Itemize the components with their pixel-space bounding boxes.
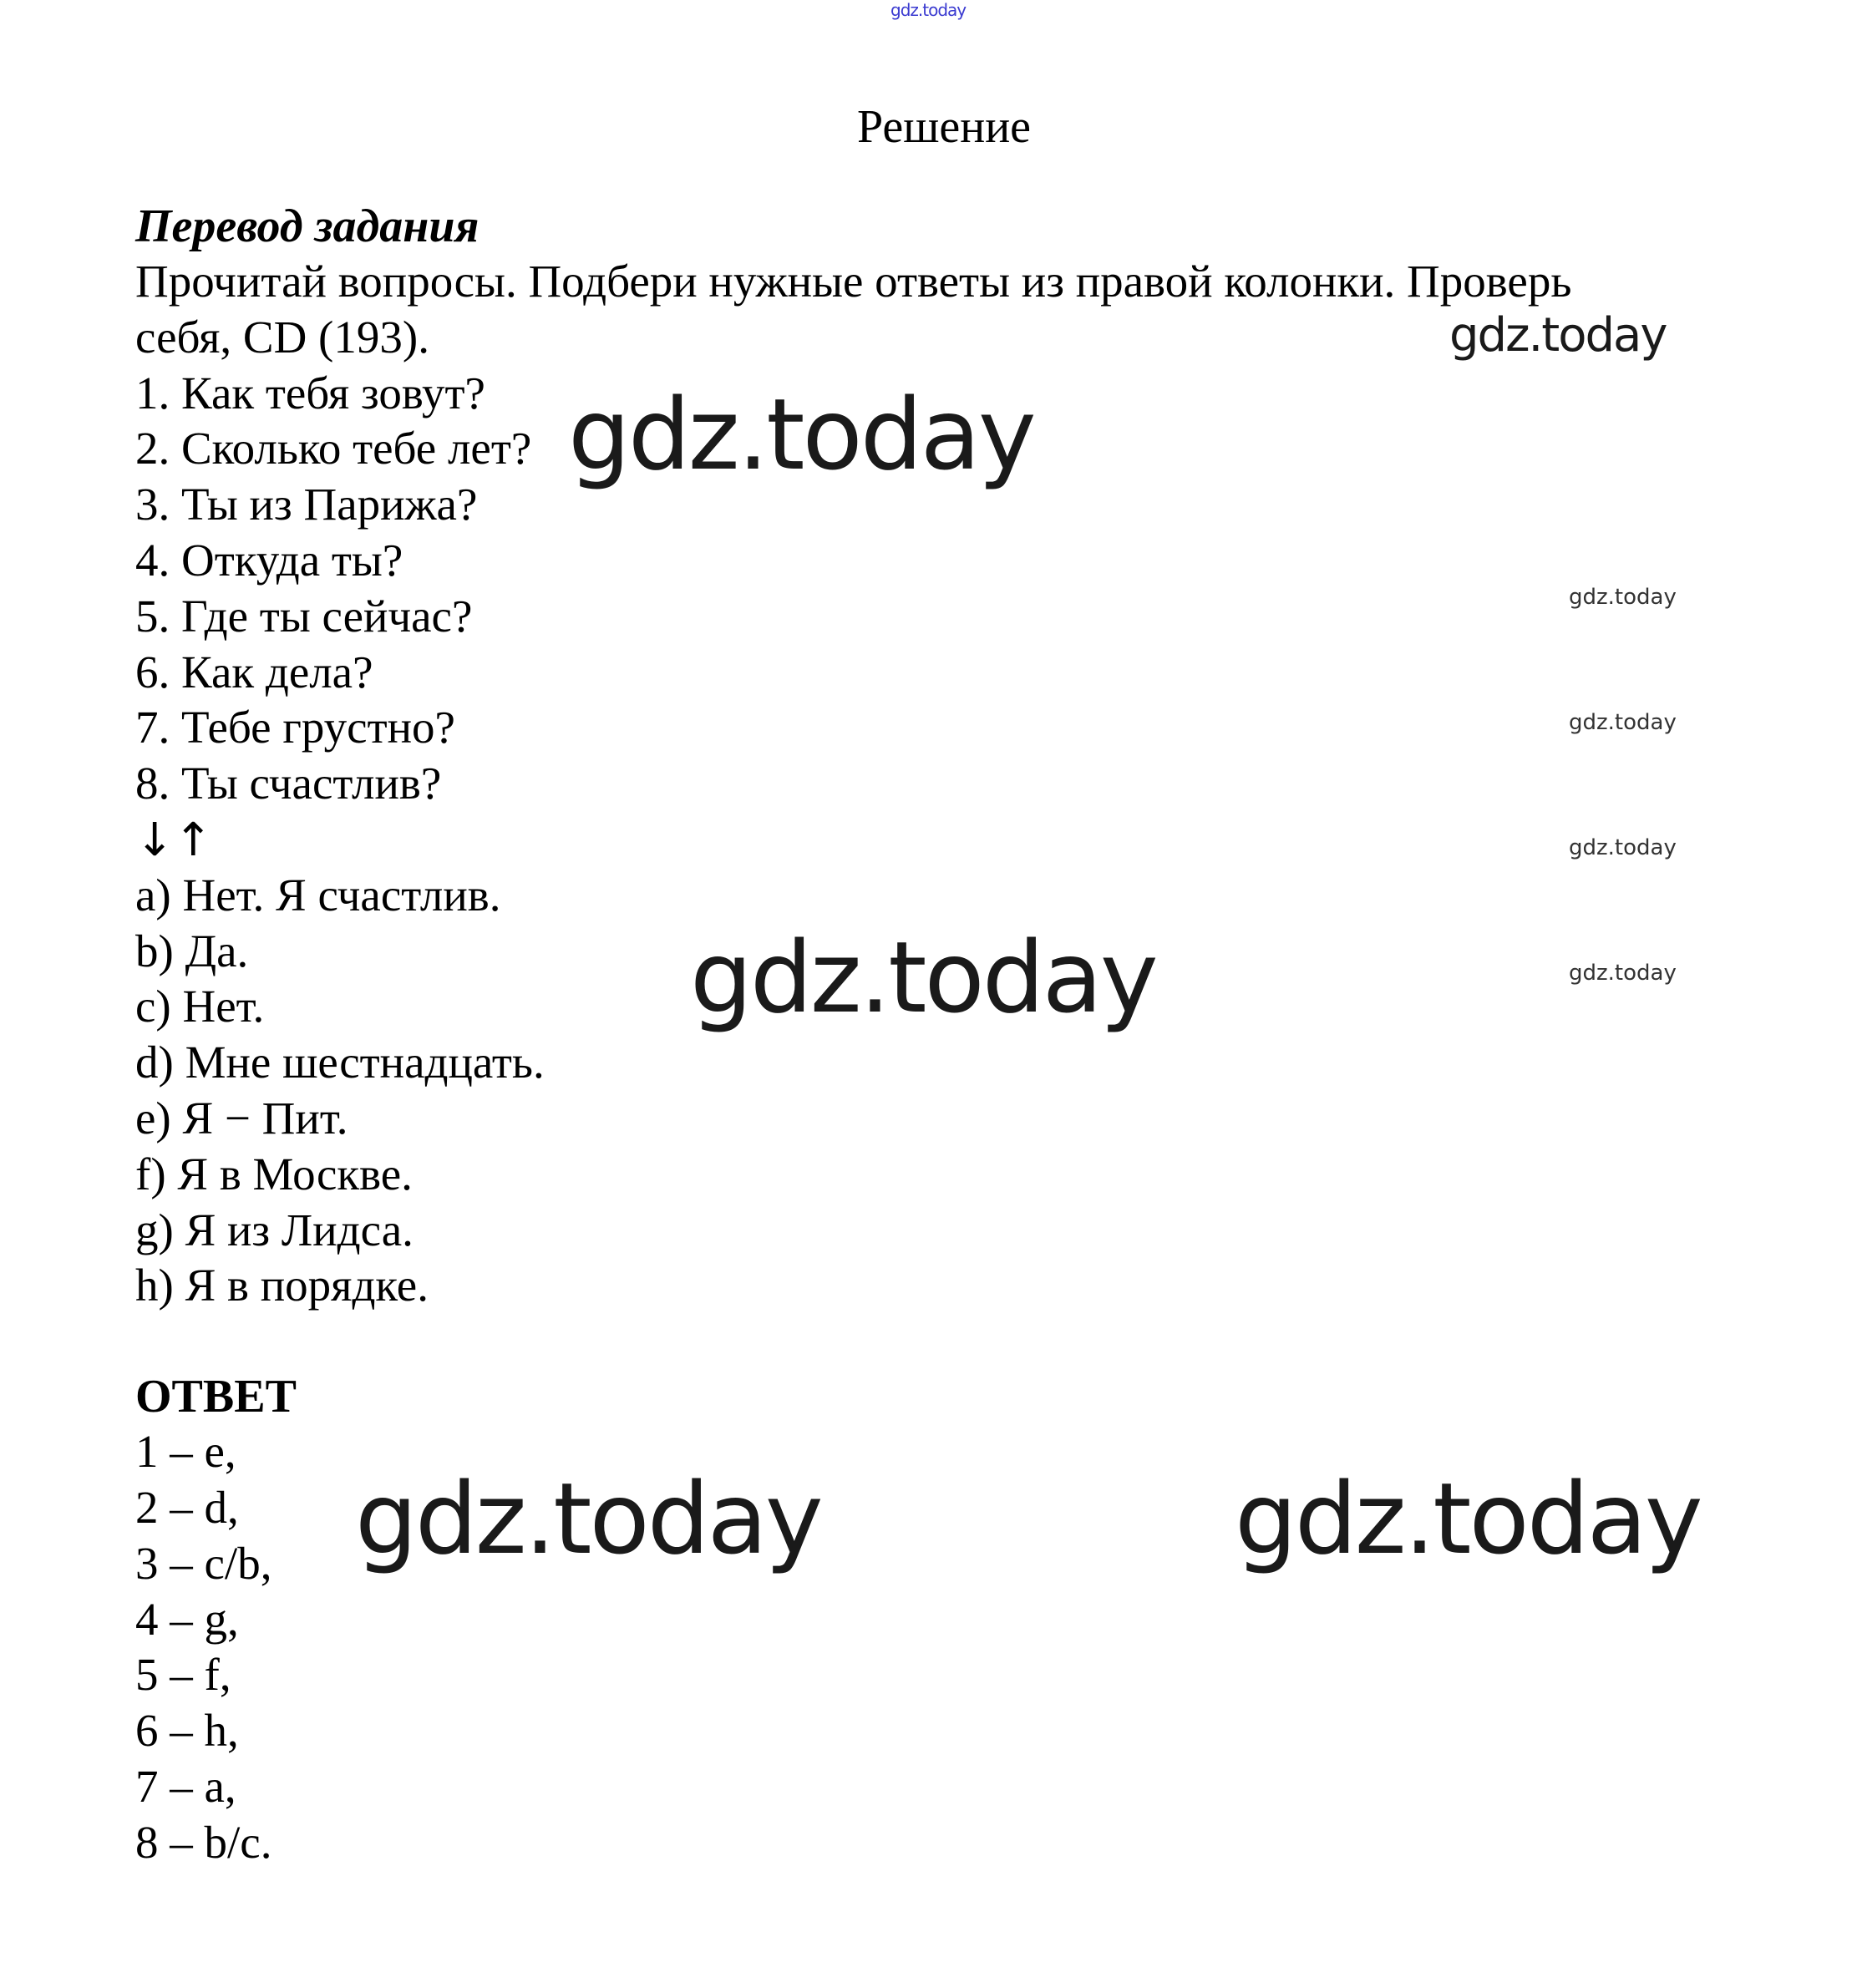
answer-item: 1 – e, xyxy=(135,1426,236,1478)
top-watermark: gdz.today xyxy=(890,0,967,20)
option-item: h) Я в порядке. xyxy=(135,1260,429,1311)
watermark: gdz.today xyxy=(1569,835,1677,860)
instruction-line-1: Прочитай вопросы. Подбери нужные ответы из правой колонки. Проверь xyxy=(135,256,1572,307)
option-item: d) Мне шестнадцать. xyxy=(135,1037,545,1088)
answer-item: 5 – f, xyxy=(135,1649,231,1701)
watermark: gdz.today xyxy=(1235,1461,1701,1576)
answer-item: 2 – d, xyxy=(135,1481,239,1533)
answer-item: 4 – g, xyxy=(135,1593,239,1645)
question-item: 4. Откуда ты? xyxy=(135,534,403,586)
watermark: gdz.today xyxy=(1449,308,1667,363)
arrows-symbol: ↓↑ xyxy=(135,812,213,866)
section-gap xyxy=(135,1314,1723,1369)
option-item: a) Нет. Я счастлив. xyxy=(135,869,501,920)
answer-item: 6 – h, xyxy=(135,1705,239,1757)
question-item: 7. Тебе грустно? xyxy=(135,702,455,753)
instruction-line-2: себя, CD (193). xyxy=(135,311,429,363)
answer-item: 3 – c/b, xyxy=(135,1537,272,1589)
watermark: gdz.today xyxy=(355,1461,821,1576)
question-item: 3. Ты из Парижа? xyxy=(135,479,478,530)
question-item: 6. Как дела? xyxy=(135,646,373,697)
watermark: gdz.today xyxy=(1569,961,1677,986)
task-heading: Перевод задания xyxy=(135,200,479,252)
question-item: 1. Как тебя зовут? xyxy=(135,367,485,418)
option-item: b) Да. xyxy=(135,925,249,976)
question-item: 5. Где ты сейчас? xyxy=(135,590,473,642)
question-item: 2. Сколько тебе лет? xyxy=(135,423,532,474)
answer-item: 7 – a, xyxy=(135,1760,236,1812)
watermark: gdz.today xyxy=(690,920,1156,1035)
watermark: gdz.today xyxy=(1569,710,1677,735)
page-title: Решение xyxy=(856,101,1032,153)
option-item: g) Я из Лидса. xyxy=(135,1204,414,1255)
answer-heading: ОТВЕТ xyxy=(135,1371,297,1423)
answer-item: 8 – b/c. xyxy=(135,1816,272,1868)
option-item: e) Я − Пит. xyxy=(135,1092,348,1144)
watermark: gdz.today xyxy=(1569,585,1677,610)
option-item: f) Я в Москве. xyxy=(135,1148,413,1199)
watermark: gdz.today xyxy=(568,377,1034,492)
question-item: 8. Ты счастлив? xyxy=(135,758,442,809)
option-item: c) Нет. xyxy=(135,981,265,1032)
